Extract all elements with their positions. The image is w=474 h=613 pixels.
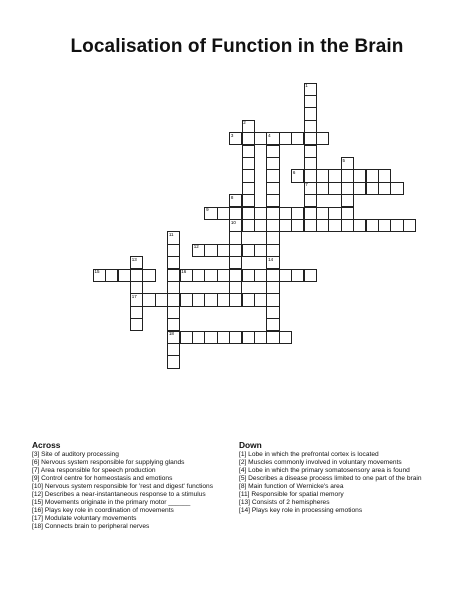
grid-cell[interactable] <box>266 157 279 170</box>
grid-cell[interactable] <box>304 107 317 120</box>
grid-cell[interactable] <box>291 219 304 232</box>
grid-cell[interactable] <box>328 169 341 182</box>
grid-cell[interactable] <box>105 269 118 282</box>
clue-number: 15 <box>94 269 100 275</box>
clue-item: [10] Nervous system responsible for 'rest and digest' functions <box>32 483 214 490</box>
grid-cell[interactable] <box>279 207 292 220</box>
clue-number: 4 <box>268 132 271 138</box>
down-clue-list <box>239 451 449 515</box>
grid-cell[interactable] <box>341 219 354 232</box>
grid-cell[interactable] <box>304 194 317 207</box>
grid-cell[interactable] <box>167 244 180 257</box>
grid-cell[interactable] <box>167 318 180 331</box>
grid-cell[interactable] <box>291 269 304 282</box>
grid-cell[interactable] <box>378 219 391 232</box>
across-clues <box>32 441 228 531</box>
grid-cell[interactable] <box>266 194 279 207</box>
clue-number: 3 <box>230 132 234 138</box>
grid-cell[interactable] <box>341 194 354 207</box>
grid-cell[interactable] <box>229 269 242 282</box>
grid-cell[interactable] <box>180 293 193 306</box>
clue-item: [1] Lobe in which the prefrontal cortex is located <box>239 451 379 458</box>
grid-cell[interactable] <box>366 169 379 182</box>
grid-cell[interactable] <box>390 219 403 232</box>
grid-cell[interactable] <box>266 331 279 344</box>
grid-cell[interactable] <box>242 269 255 282</box>
grid-cell[interactable] <box>353 182 366 195</box>
grid-cell[interactable] <box>167 231 180 244</box>
grid-cell[interactable] <box>266 219 279 232</box>
grid-cell[interactable] <box>242 182 255 195</box>
grid-cell[interactable] <box>167 343 180 356</box>
grid-cell[interactable] <box>242 293 255 306</box>
grid-cell[interactable] <box>341 169 354 182</box>
grid-cell[interactable] <box>266 256 279 269</box>
grid-cell[interactable] <box>229 256 242 269</box>
grid-cell[interactable] <box>192 244 205 257</box>
grid-cell[interactable] <box>204 293 217 306</box>
grid-cell[interactable] <box>304 95 317 108</box>
grid-cell[interactable] <box>304 269 317 282</box>
grid-cell[interactable] <box>266 318 279 331</box>
grid-cell[interactable] <box>266 269 279 282</box>
grid-cell[interactable] <box>204 244 217 257</box>
grid-cell[interactable] <box>229 244 242 257</box>
clue-number: 13 <box>131 256 137 262</box>
clue-number: 1 <box>305 83 308 89</box>
grid-cell[interactable] <box>130 306 143 319</box>
clue-number: 17 <box>131 293 137 299</box>
grid-cell[interactable] <box>378 169 391 182</box>
grid-cell[interactable] <box>279 132 292 145</box>
grid-cell[interactable] <box>242 145 255 158</box>
grid-cell[interactable] <box>316 182 329 195</box>
clue-number: 5 <box>342 157 346 163</box>
clue-item: [2] Muscles commonly involved in voluntary movements <box>239 459 402 466</box>
clue-item: [17] Modulate voluntary movements <box>32 515 137 522</box>
grid-cell[interactable] <box>403 219 416 232</box>
grid-cell[interactable] <box>304 132 317 145</box>
grid-cell[interactable] <box>378 182 391 195</box>
grid-cell[interactable] <box>167 293 180 306</box>
clue-item: [13] Consists of 2 hemispheres <box>239 499 330 506</box>
grid-cell[interactable] <box>217 293 230 306</box>
clue-number: 9 <box>206 207 209 213</box>
across-clue-list <box>32 451 228 531</box>
grid-cell[interactable] <box>254 207 267 220</box>
grid-cell[interactable] <box>328 219 341 232</box>
grid-cell[interactable] <box>93 269 106 282</box>
grid-cell[interactable] <box>192 269 205 282</box>
grid-cell[interactable] <box>266 293 279 306</box>
clue-number: 10 <box>230 219 236 225</box>
grid-cell[interactable] <box>304 207 317 220</box>
grid-cell[interactable] <box>304 83 317 96</box>
grid-cell[interactable] <box>316 132 329 145</box>
clue-item: [15] Movements originate in the primary motor ______ <box>32 499 191 506</box>
grid-cell[interactable] <box>229 331 242 344</box>
grid-cell[interactable] <box>266 306 279 319</box>
grid-cell[interactable] <box>130 256 143 269</box>
grid-cell[interactable] <box>254 331 267 344</box>
clue-item: [18] Connects brain to peripheral nerves <box>32 523 150 530</box>
grid-cell[interactable] <box>366 182 379 195</box>
grid-cell[interactable] <box>279 331 292 344</box>
grid-cell[interactable] <box>266 182 279 195</box>
grid-cell[interactable] <box>229 207 242 220</box>
down-heading: Down <box>239 440 262 450</box>
grid-cell[interactable] <box>266 231 279 244</box>
grid-cell[interactable] <box>229 132 242 145</box>
grid-cell[interactable] <box>217 269 230 282</box>
grid-cell[interactable] <box>304 157 317 170</box>
grid-cell[interactable] <box>242 244 255 257</box>
grid-cell[interactable] <box>204 269 217 282</box>
grid-cell[interactable] <box>192 293 205 306</box>
grid-cell[interactable] <box>229 219 242 232</box>
grid-cell[interactable] <box>130 293 143 306</box>
clue-item: [6] Nervous system responsible for supplying glands <box>32 459 185 466</box>
grid-cell[interactable] <box>192 331 205 344</box>
grid-cell[interactable] <box>242 169 255 182</box>
grid-cell[interactable] <box>291 207 304 220</box>
grid-cell[interactable] <box>229 281 242 294</box>
grid-cell[interactable] <box>341 157 354 170</box>
grid-cell[interactable] <box>266 132 279 145</box>
grid-cell[interactable] <box>316 169 329 182</box>
grid-cell[interactable] <box>291 132 304 145</box>
grid-cell[interactable] <box>217 207 230 220</box>
clue-number: 11 <box>168 231 174 237</box>
grid-cell[interactable] <box>242 132 255 145</box>
grid-cell[interactable] <box>167 355 180 368</box>
grid-cell[interactable] <box>341 182 354 195</box>
clue-item: [8] Main function of Wernicke's area <box>239 483 344 490</box>
grid-cell[interactable] <box>229 231 242 244</box>
down-clues <box>239 441 449 515</box>
grid-cell[interactable] <box>167 281 180 294</box>
grid-cell[interactable] <box>279 269 292 282</box>
grid-cell[interactable] <box>217 244 230 257</box>
grid-cell[interactable] <box>242 157 255 170</box>
grid-cell[interactable] <box>353 169 366 182</box>
clue-number: 16 <box>181 269 187 275</box>
grid-cell[interactable] <box>167 306 180 319</box>
grid-cell[interactable] <box>304 219 317 232</box>
grid-cell[interactable] <box>390 182 403 195</box>
grid-cell[interactable] <box>217 331 230 344</box>
grid-cell[interactable] <box>304 182 317 195</box>
grid-cell[interactable] <box>254 293 267 306</box>
clue-item: [12] Describes a near-instantaneous response to a stimulus <box>32 491 206 498</box>
grid-cell[interactable] <box>266 145 279 158</box>
grid-cell[interactable] <box>266 169 279 182</box>
grid-cell[interactable] <box>366 219 379 232</box>
clue-number: 7 <box>305 182 308 188</box>
grid-cell[interactable] <box>155 293 168 306</box>
grid-cell[interactable] <box>242 194 255 207</box>
grid-cell[interactable] <box>167 331 180 344</box>
grid-cell[interactable] <box>341 207 354 220</box>
clue-number: 12 <box>193 244 199 250</box>
grid-cell[interactable] <box>167 256 180 269</box>
clue-item: [7] Area responsible for speech production <box>32 467 156 474</box>
grid-cell[interactable] <box>130 281 143 294</box>
clue-number: 14 <box>268 256 274 262</box>
grid-cell[interactable] <box>328 182 341 195</box>
grid-cell[interactable] <box>130 318 143 331</box>
clue-item: [16] Plays key role in coordination of movements <box>32 507 174 514</box>
grid-cell[interactable] <box>266 207 279 220</box>
grid-cell[interactable] <box>242 207 255 220</box>
grid-cell[interactable] <box>254 132 267 145</box>
clue-item: [11] Responsible for spatial memory <box>239 491 344 498</box>
grid-cell[interactable] <box>167 269 180 282</box>
grid-cell[interactable] <box>229 293 242 306</box>
clue-number: 2 <box>243 120 246 126</box>
grid-cell[interactable] <box>316 219 329 232</box>
grid-cell[interactable] <box>266 244 279 257</box>
grid-cell[interactable] <box>254 269 267 282</box>
grid-cell[interactable] <box>304 169 317 182</box>
clue-item: [5] Describes a disease process limited to one part of the brain <box>239 475 422 482</box>
clue-number: 6 <box>292 169 296 175</box>
grid-cell[interactable] <box>353 219 366 232</box>
grid-cell[interactable] <box>118 269 131 282</box>
grid-cell[interactable] <box>254 244 267 257</box>
grid-cell[interactable] <box>180 331 193 344</box>
grid-cell[interactable] <box>242 331 255 344</box>
clue-item: [4] Lobe in which the primary somatosensory area is found <box>239 467 410 474</box>
grid-cell[interactable] <box>254 219 267 232</box>
grid-cell[interactable] <box>242 219 255 232</box>
grid-cell[interactable] <box>142 293 155 306</box>
grid-cell[interactable] <box>328 207 341 220</box>
grid-cell[interactable] <box>266 281 279 294</box>
grid-cell[interactable] <box>242 120 255 133</box>
page-title: Localisation of Function in the Brain <box>70 36 404 57</box>
grid-cell[interactable] <box>142 269 155 282</box>
clue-item: [14] Plays key role in processing emotions <box>239 507 363 514</box>
grid-cell[interactable] <box>279 219 292 232</box>
grid-cell[interactable] <box>130 269 143 282</box>
grid-cell[interactable] <box>180 269 193 282</box>
clue-number: 8 <box>230 194 234 200</box>
grid-cell[interactable] <box>204 207 217 220</box>
clue-item: [9] Control centre for homeostasis and emotions <box>32 475 173 482</box>
across-heading: Across <box>32 440 61 450</box>
grid-cell[interactable] <box>291 169 304 182</box>
grid-cell[interactable] <box>316 207 329 220</box>
grid-cell[interactable] <box>304 120 317 133</box>
grid-cell[interactable] <box>304 145 317 158</box>
grid-cell[interactable] <box>204 331 217 344</box>
grid-cell[interactable] <box>229 194 242 207</box>
clue-item: [3] Site of auditory processing <box>32 451 119 458</box>
clue-number: 18 <box>168 331 174 337</box>
